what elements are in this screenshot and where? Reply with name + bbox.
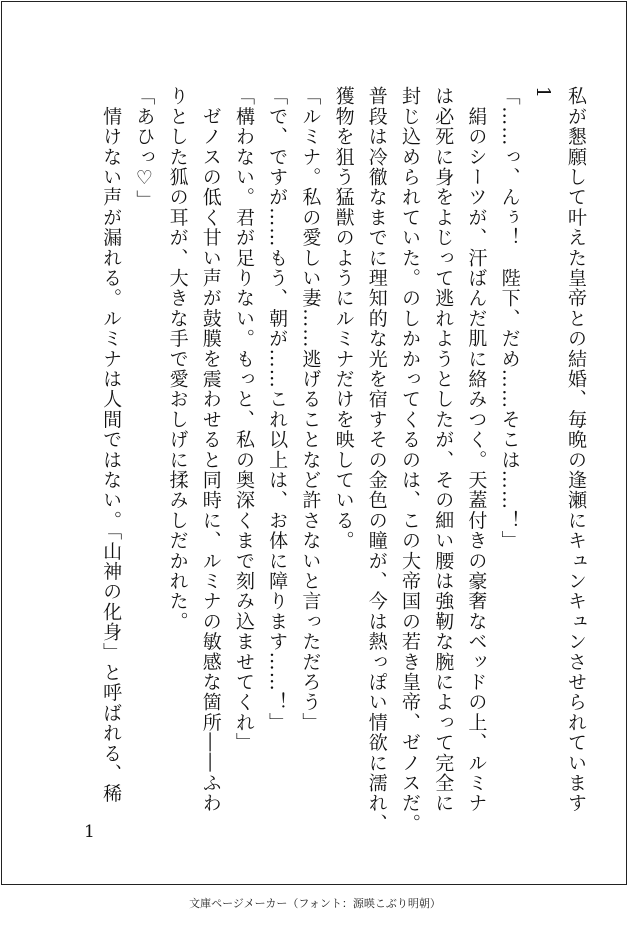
text-line: 「……っ、んぅ！ 陛下、だめ……そこは……！」 [498,86,521,551]
text-line: りとした狐の耳が、大きな手で愛おしげに揉みしだかれた。 [166,86,189,632]
chapter-number: 1 [531,86,554,100]
text-line: 「で、ですが……もう、朝が……これ以上は、お体に障ります……！」 [266,86,289,733]
text-line: 封じ込められていた。のしかかってくるのは、この大帝国の若き皇帝、ゼノスだ。 [398,86,421,834]
vertical-text-body [94,86,592,834]
text-line: 「構わない。君が足りない。もっと、私の奥深くまで刻み込ませてくれ」 [232,86,255,753]
story-title: 私が懇願して叶えた皇帝との結婚、毎晩の逢瀬にキュンキュンさせられています [565,86,587,814]
text-line: 獲物を狙う猛獣のようにルミナだけを映している。 [332,86,355,551]
text-line: 「ルミナ。私の愛しい妻……逃げることなど許さないと言っただろう」 [299,86,322,733]
page-number: 1 [84,822,95,842]
page-frame [1,1,627,885]
text-line: 「あひっ♡」 [133,86,156,211]
text-line: ゼノスの低く甘い声が鼓膜を震わせると同時に、ルミナの敏感な箇所――ふわ [199,86,222,814]
text-line: 絹のシーツが、汗ばんだ肌に絡みつく。天蓋付きの豪奢なベッドの上、ルミナ [465,86,488,814]
text-line: は必死に身をよじって逃れようとしたが、その細い腰は強靭な腕によって完全に [432,86,455,814]
text-line: 普段は冷徹なまでに理知的な光を宿すその金色の瞳が、今は熱っぽい情欲に濡れ、 [365,86,388,834]
footer-credit: 文庫ページメーカー（フォント：源暎こぶり明朝） [189,897,441,910]
text-line: 情けない声が漏れる。ルミナは人間ではない。「山神の化身」と呼ばれる、稀 [100,86,123,804]
